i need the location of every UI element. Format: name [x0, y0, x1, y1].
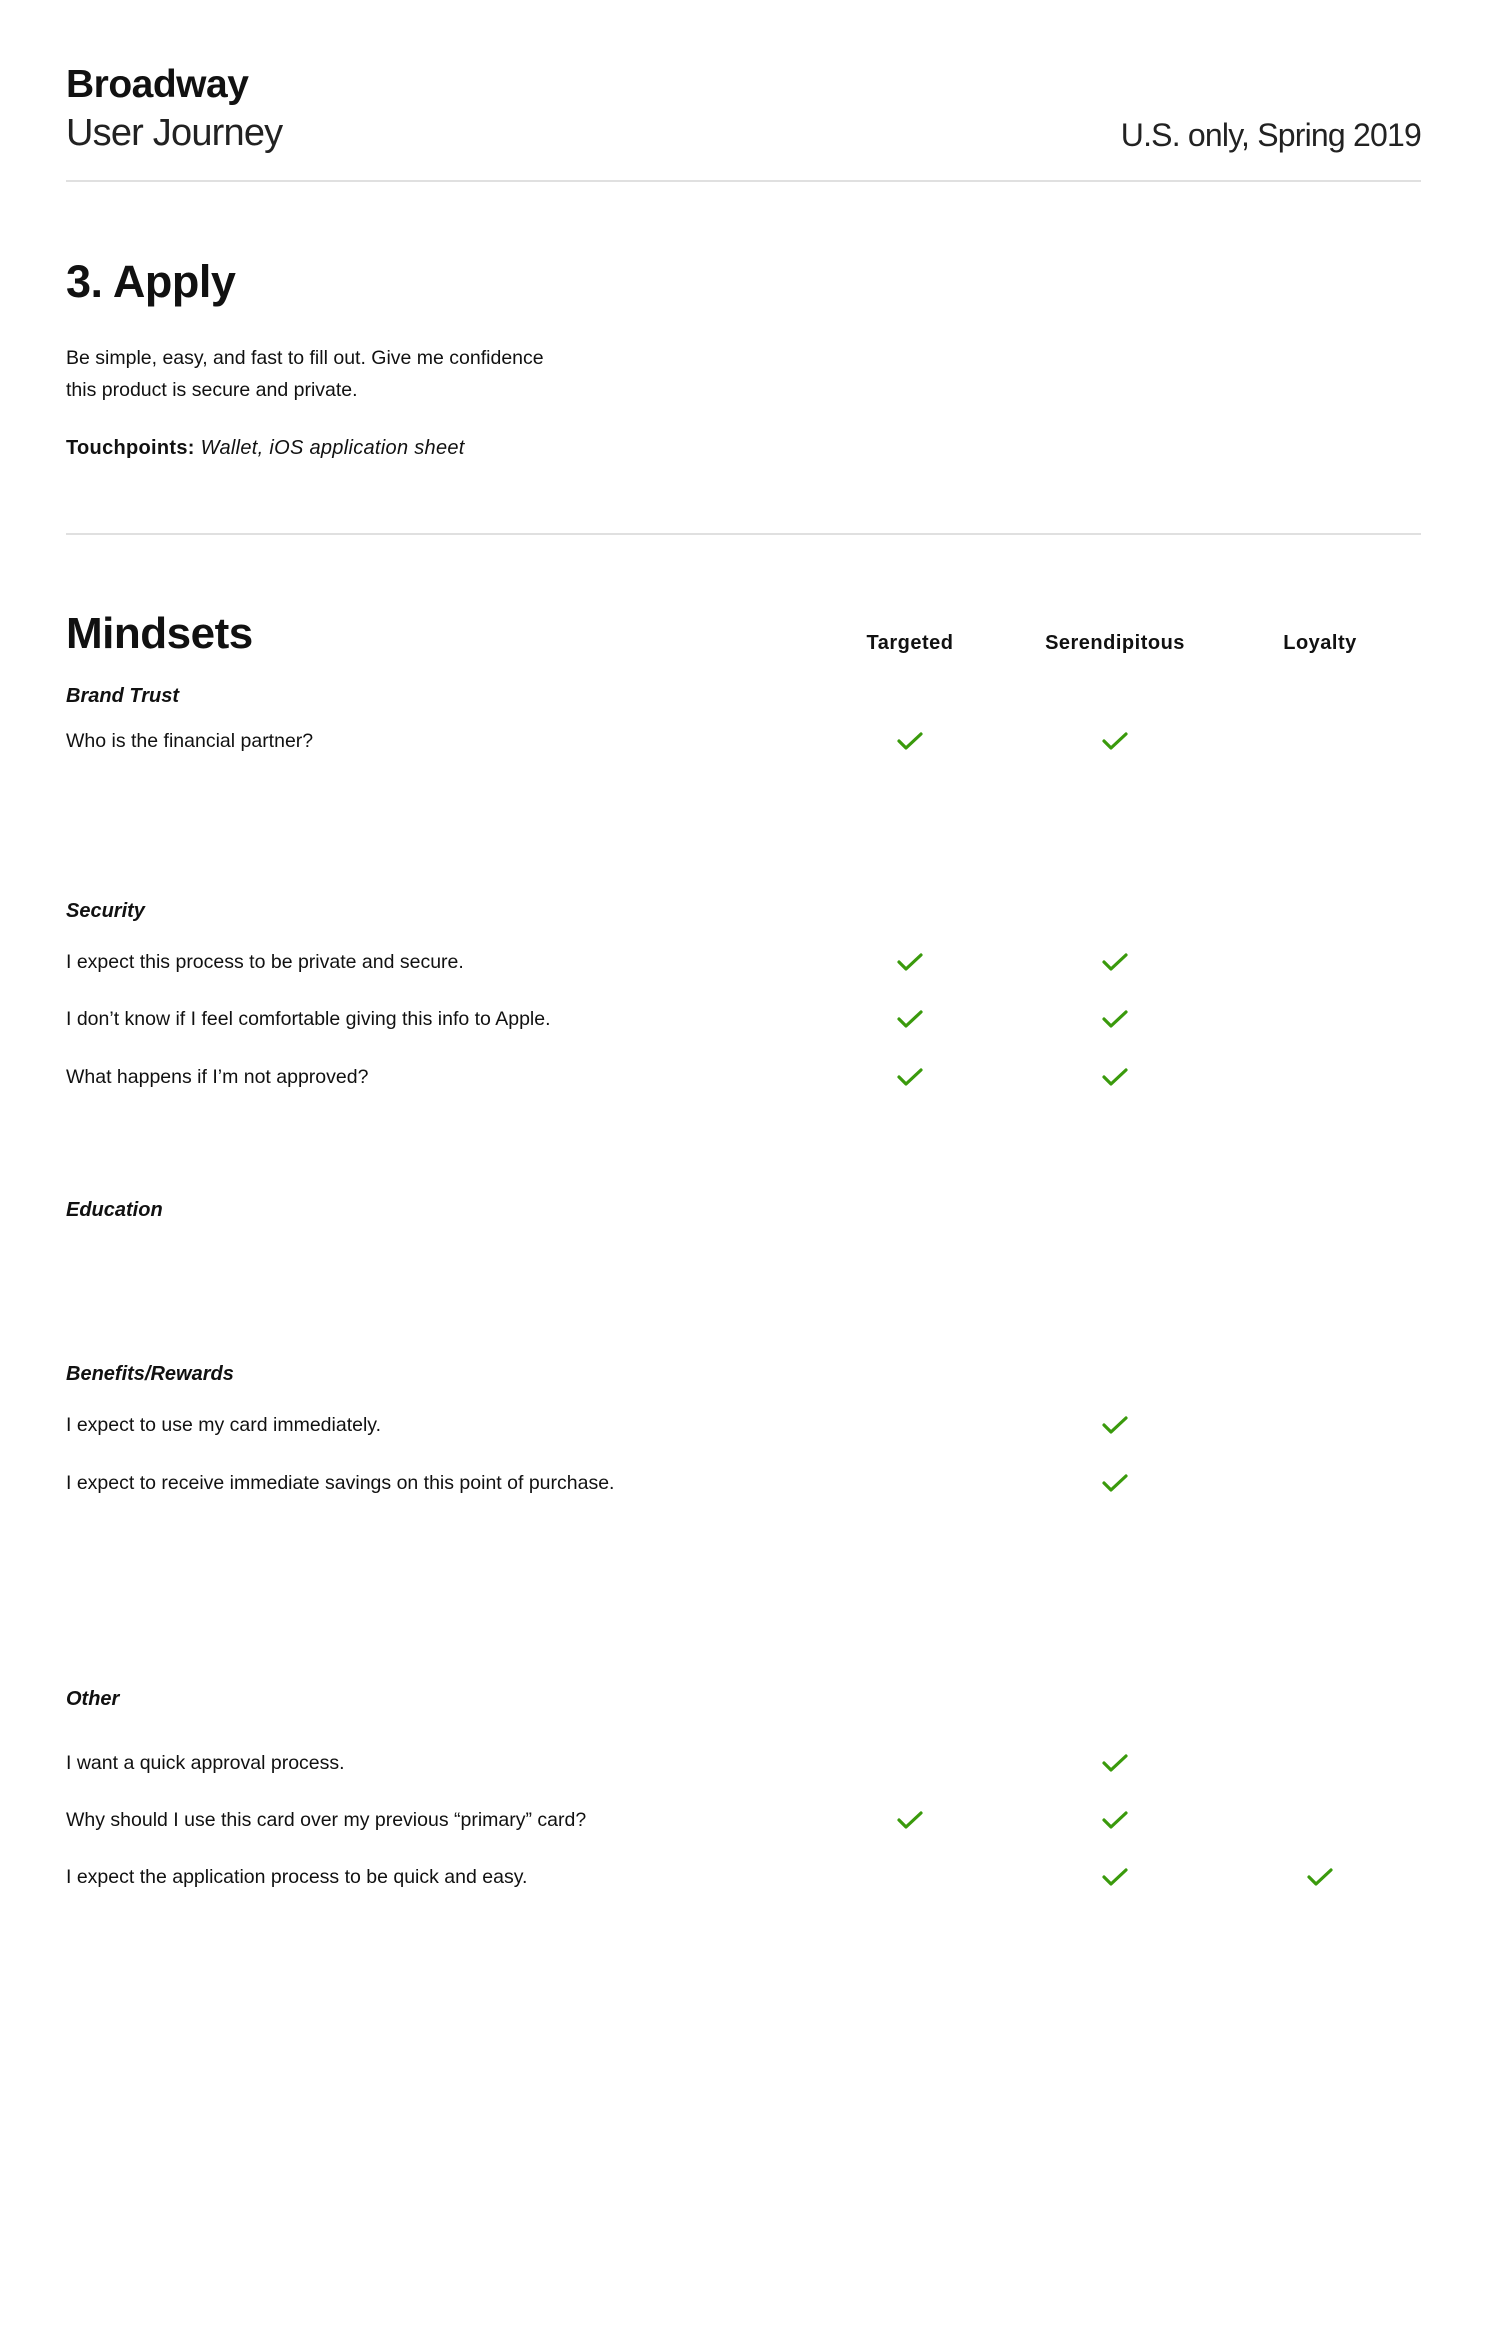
checkmark-icon [1101, 729, 1129, 753]
checkmark-icon [1101, 1865, 1129, 1889]
checkmark-icon [1101, 1413, 1129, 1437]
category-heading: Brand Trust [66, 685, 179, 707]
section-description [66, 342, 626, 406]
touchpoints [66, 433, 465, 463]
mindset-row [0, 1410, 1494, 1440]
mindset-statement: What happens if I’m not approved? [66, 1066, 369, 1088]
column-header-loyalty: Loyalty [1283, 632, 1357, 654]
scope-label: U.S. only, Spring 2019 [1120, 117, 1421, 153]
mindset-statement: Who is the financial partner? [66, 730, 314, 752]
mindset-statement: I don’t know if I feel comfortable giving this info to Apple. [66, 1008, 551, 1030]
mindset-statement: I want a quick approval process. [66, 1752, 345, 1774]
mindset-statement: I expect this process to be private and secure. [66, 951, 464, 973]
mindset-statement: I expect the application process to be quick and easy. [66, 1866, 528, 1888]
checkmark-icon [896, 1808, 924, 1832]
divider [66, 180, 1421, 182]
checkmark-icon [1101, 1065, 1129, 1089]
checkmark-icon [896, 729, 924, 753]
column-header-serendipitous: Serendipitous [1045, 632, 1185, 654]
project-title: Broadway [66, 63, 249, 106]
document-subtitle: User Journey [66, 112, 283, 154]
checkmark-icon [896, 950, 924, 974]
touchpoints-label: Touchpoints: [66, 437, 195, 459]
category-heading: Security [66, 900, 145, 922]
checkmark-icon [896, 1065, 924, 1089]
mindset-row [0, 1805, 1494, 1835]
mindset-row [0, 947, 1494, 977]
mindset-row [0, 726, 1494, 756]
column-header-targeted: Targeted [866, 632, 954, 654]
checkmark-icon [1101, 1751, 1129, 1775]
mindset-statement: I expect to receive immediate savings on this point of purchase. [66, 1472, 615, 1494]
divider [66, 533, 1421, 535]
mindsets-title: Mindsets [66, 609, 253, 658]
checkmark-icon [896, 1007, 924, 1031]
checkmark-icon [1101, 950, 1129, 974]
section-title: 3. Apply [66, 256, 236, 307]
category-heading: Other [66, 1688, 120, 1710]
mindset-row [0, 1004, 1494, 1034]
category-heading: Benefits/Rewards [66, 1363, 234, 1385]
mindset-row [0, 1062, 1494, 1092]
checkmark-icon [1306, 1865, 1334, 1889]
mindset-statement: Why should I use this card over my previous “primary” card? [66, 1809, 587, 1831]
checkmark-icon [1101, 1471, 1129, 1495]
mindset-row [0, 1748, 1494, 1778]
category-heading: Education [66, 1199, 163, 1221]
mindset-row [0, 1468, 1494, 1498]
checkmark-icon [1101, 1808, 1129, 1832]
mindset-row [0, 1862, 1494, 1892]
description-line: Be simple, easy, and fast to fill out. Give me confidence [66, 347, 544, 369]
mindset-statement: I expect to use my card immediately. [66, 1414, 382, 1436]
checkmark-icon [1101, 1007, 1129, 1031]
touchpoints-value: Wallet, iOS application sheet [200, 437, 465, 459]
description-line: this product is secure and private. [66, 379, 358, 401]
